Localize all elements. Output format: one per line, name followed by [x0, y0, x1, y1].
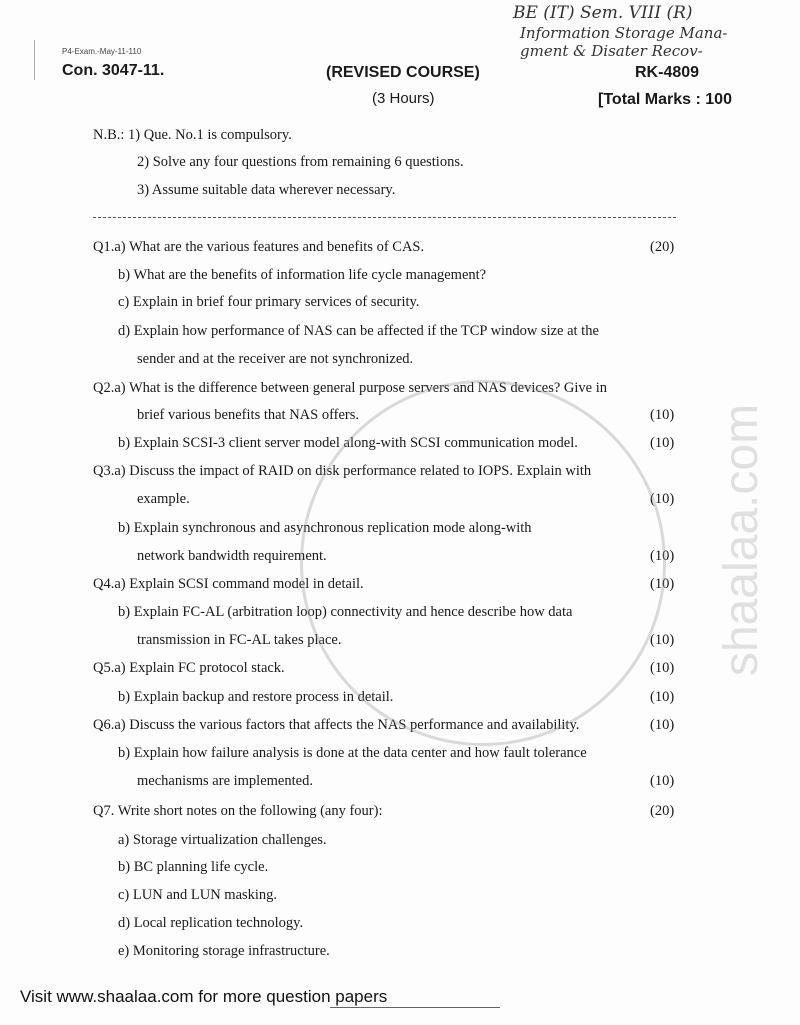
question-text: a) Storage virtualization challenges. — [118, 832, 327, 848]
duration: (3 Hours) — [372, 90, 435, 107]
question-marks: (10) — [650, 689, 675, 705]
question-text: Q4.a) Explain SCSI command model in detail. — [93, 576, 364, 592]
question-text: d) Local replication technology. — [118, 915, 304, 931]
total-marks: [Total Marks : 100 — [598, 91, 732, 108]
question-marks: (10) — [650, 632, 675, 648]
question-text: b) Explain backup and restore process in detail. — [118, 689, 394, 705]
question-text: b) Explain SCSI-3 client server model along-with SCSI communication model. — [118, 435, 578, 451]
question-text: e) Monitoring storage infrastructure. — [118, 943, 330, 959]
scan-margin-mark — [34, 40, 35, 80]
question-text: sender and at the receiver are not synchronized. — [137, 351, 414, 367]
question-marks: (20) — [650, 803, 675, 819]
course-label: (REVISED COURSE) — [326, 64, 480, 81]
question-text: Q1.a) What are the various features and benefits of CAS. — [93, 239, 425, 255]
question-marks: (10) — [650, 773, 675, 789]
question-text: b) Explain synchronous and asynchronous replication mode along-with — [118, 520, 532, 536]
handwritten-subject-2: gment & Disater Recov- — [520, 42, 703, 60]
footer-underline — [330, 1007, 500, 1008]
question-marks: (10) — [650, 407, 675, 423]
question-text: c) LUN and LUN masking. — [118, 887, 278, 903]
question-text: b) What are the benefits of information life cycle management? — [118, 267, 487, 283]
question-marks: (20) — [650, 239, 675, 255]
watermark-text: shaalaa.com — [715, 403, 768, 677]
question-marks: (10) — [650, 491, 675, 507]
question-text: example. — [137, 491, 190, 507]
question-text: transmission in FC-AL takes place. — [137, 632, 342, 648]
watermark-circle — [300, 380, 666, 746]
question-text: mechanisms are implemented. — [137, 773, 313, 789]
question-marks: (10) — [650, 576, 675, 592]
rk-code: RK-4809 — [635, 64, 700, 81]
question-text: Q3.a) Discuss the impact of RAID on disk performance related to IOPS. Explain with — [93, 463, 592, 479]
question-marks: (10) — [650, 660, 675, 676]
question-text: b) BC planning life cycle. — [118, 859, 269, 875]
question-text: brief various benefits that NAS offers. — [137, 407, 360, 423]
question-text: Q5.a) Explain FC protocol stack. — [93, 660, 285, 676]
divider — [93, 217, 676, 218]
question-text: b) Explain FC-AL (arbitration loop) connectivity and hence describe how data — [118, 604, 573, 620]
con-number: Con. 3047-11. — [62, 62, 165, 79]
note-2: 2) Solve any four questions from remaining 6 questions. — [137, 154, 464, 170]
footer-text: Visit www.shaalaa.com for more question papers — [20, 987, 388, 1006]
note-3: 3) Assume suitable data wherever necessary. — [137, 182, 396, 198]
question-text: d) Explain how performance of NAS can be affected if the TCP window size at the — [118, 323, 599, 339]
question-marks: (10) — [650, 548, 675, 564]
question-text: network bandwidth requirement. — [137, 548, 327, 564]
question-text: b) Explain how failure analysis is done at the data center and how fault tolerance — [118, 745, 587, 761]
question-text: Q7. Write short notes on the following (any four): — [93, 803, 383, 819]
note-1: N.B.: 1) Que. No.1 is compulsory. — [93, 127, 292, 143]
handwritten-subject-1: Information Storage Mana- — [520, 24, 728, 42]
paper-code: P4-Exam.-May-11-110 — [62, 47, 142, 56]
question-text: c) Explain in brief four primary services of security. — [118, 294, 420, 310]
question-text: Q2.a) What is the difference between general purpose servers and NAS devices? Give in — [93, 380, 608, 396]
question-text: Q6.a) Discuss the various factors that affects the NAS performance and availability. — [93, 717, 580, 733]
question-marks: (10) — [650, 717, 675, 733]
handwritten-course: BE (IT) Sem. VIII (R) — [513, 3, 693, 23]
question-marks: (10) — [650, 435, 675, 451]
